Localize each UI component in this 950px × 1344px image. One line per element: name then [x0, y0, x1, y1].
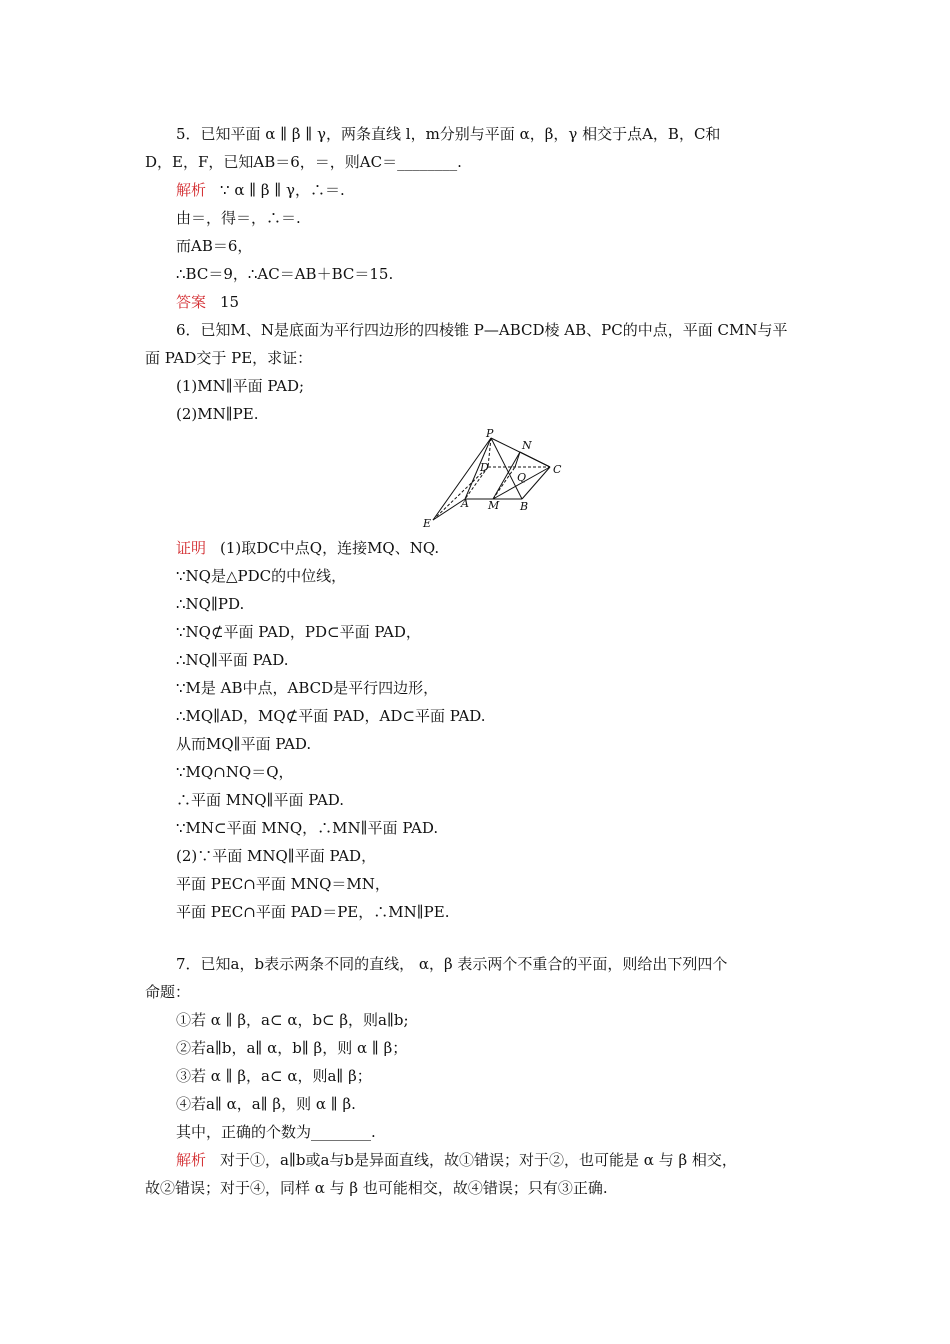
q6-proof-1-text: (1)取DC中点Q，连接MQ、NQ. — [220, 539, 440, 557]
q7-option-3: ③若 α ∥ β，a⊂ α，则a∥ β； — [176, 1067, 372, 1085]
pyramid-diagram — [420, 428, 570, 534]
q5-line-2: D，E，F，已知AB＝6，＝，则AC＝________. — [145, 153, 462, 171]
proof-tag: 证明 — [176, 539, 207, 557]
q6-proof-7: ∴MQ∥AD，MQ⊄平面 PAD，AD⊂平面 PAD. — [176, 707, 486, 725]
q6-proof-13: 平面 PEC∩平面 MNQ＝MN， — [176, 875, 390, 893]
q5-solution-1 — [176, 180, 345, 200]
label-N: N — [522, 439, 532, 452]
q5-solution-3: 而AB＝6， — [176, 237, 253, 255]
q7-solution-1 — [176, 1150, 737, 1170]
q7-option-4: ④若a∥ α，a∥ β，则 α ∥ β. — [176, 1095, 356, 1113]
q5-solution-4: ∴BC＝9，∴AC＝AB＋BC＝15. — [176, 265, 394, 283]
q6-proof-9: ∵MQ∩NQ＝Q， — [176, 763, 294, 781]
label-A: A — [461, 497, 469, 510]
q6-proof-6: ∵M是 AB中点，ABCD是平行四边形， — [176, 679, 439, 697]
q6-line-4: (2)MN∥PE. — [176, 405, 259, 423]
label-P: P — [486, 428, 494, 440]
solution-tag: 解析 — [176, 181, 207, 199]
q7-line-2: 命题： — [145, 983, 191, 1001]
q7-solution-1-text: 对于①，a∥b或a与b是异面直线，故①错误；对于②，也可能是 α 与 β 相交， — [220, 1151, 737, 1169]
q6-proof-14: 平面 PEC∩平面 PAD＝PE，∴MN∥PE. — [176, 903, 450, 921]
pyramid-figure — [420, 428, 570, 534]
edge-PB — [491, 438, 522, 499]
q6-proof-8: 从而MQ∥平面 PAD. — [176, 735, 312, 753]
label-D: D — [480, 461, 489, 474]
q5-line-1: 5．已知平面 α ∥ β ∥ γ，两条直线 l，m分别与平面 α，β，γ 相交于点A，B，C和 — [176, 125, 721, 143]
q6-proof-11: ∵MN⊂平面 MNQ，∴MN∥平面 PAD. — [176, 819, 439, 837]
label-E: E — [423, 517, 432, 530]
q7-option-1: ①若 α ∥ β，a⊂ α，b⊂ β，则a∥b; — [176, 1011, 409, 1029]
q5-solution-2: 由＝，得＝，∴＝. — [176, 209, 301, 227]
q6-proof-5: ∴NQ∥平面 PAD. — [176, 651, 289, 669]
q7-solution-2: 故②错误；对于④，同样 α 与 β 也可能相交，故④错误；只有③正确. — [145, 1179, 608, 1197]
q6-proof-2: ∵NQ是△PDC的中位线， — [176, 567, 347, 585]
q6-line-2: 面 PAD交于 PE，求证： — [145, 349, 313, 367]
q5-answer-value: 15 — [220, 293, 240, 311]
label-B: B — [520, 500, 529, 513]
q6-proof-1 — [176, 538, 439, 558]
q6-proof-12: (2)∵平面 MNQ∥平面 PAD， — [176, 847, 377, 865]
label-M: M — [488, 499, 500, 512]
q6-line-1: 6．已知M、N是底面为平行四边形的四棱锥 P—ABCD棱 AB、PC的中点，平面 CMN与平 — [176, 321, 788, 339]
q6-proof-10: ∴平面 MNQ∥平面 PAD. — [176, 791, 345, 809]
q7-line-1: 7．已知a，b表示两条不同的直线， α，β 表示两个不重合的平面，则给出下列四个 — [176, 955, 728, 973]
q7-line-7: 其中，正确的个数为________. — [176, 1123, 376, 1141]
label-Q: Q — [517, 471, 527, 484]
answer-tag: 答案 — [176, 293, 207, 311]
edge-NC — [520, 452, 550, 467]
q6-proof-3: ∴NQ∥PD. — [176, 595, 245, 613]
solution-tag: 解析 — [176, 1151, 207, 1169]
q7-option-2: ②若a∥b，a∥ α，b∥ β，则 α ∥ β； — [176, 1039, 408, 1057]
q6-line-3: (1)MN∥平面 PAD; — [176, 377, 305, 395]
edge-BC — [522, 467, 550, 499]
q6-proof-4: ∵NQ⊄平面 PAD，PD⊂平面 PAD， — [176, 623, 421, 641]
q5-answer — [176, 292, 239, 312]
edge-ED — [433, 467, 488, 520]
edge-MQ — [493, 467, 515, 499]
label-C: C — [553, 463, 562, 476]
q5-solution-1-text: ∵ α ∥ β ∥ γ，∴＝. — [220, 181, 345, 199]
